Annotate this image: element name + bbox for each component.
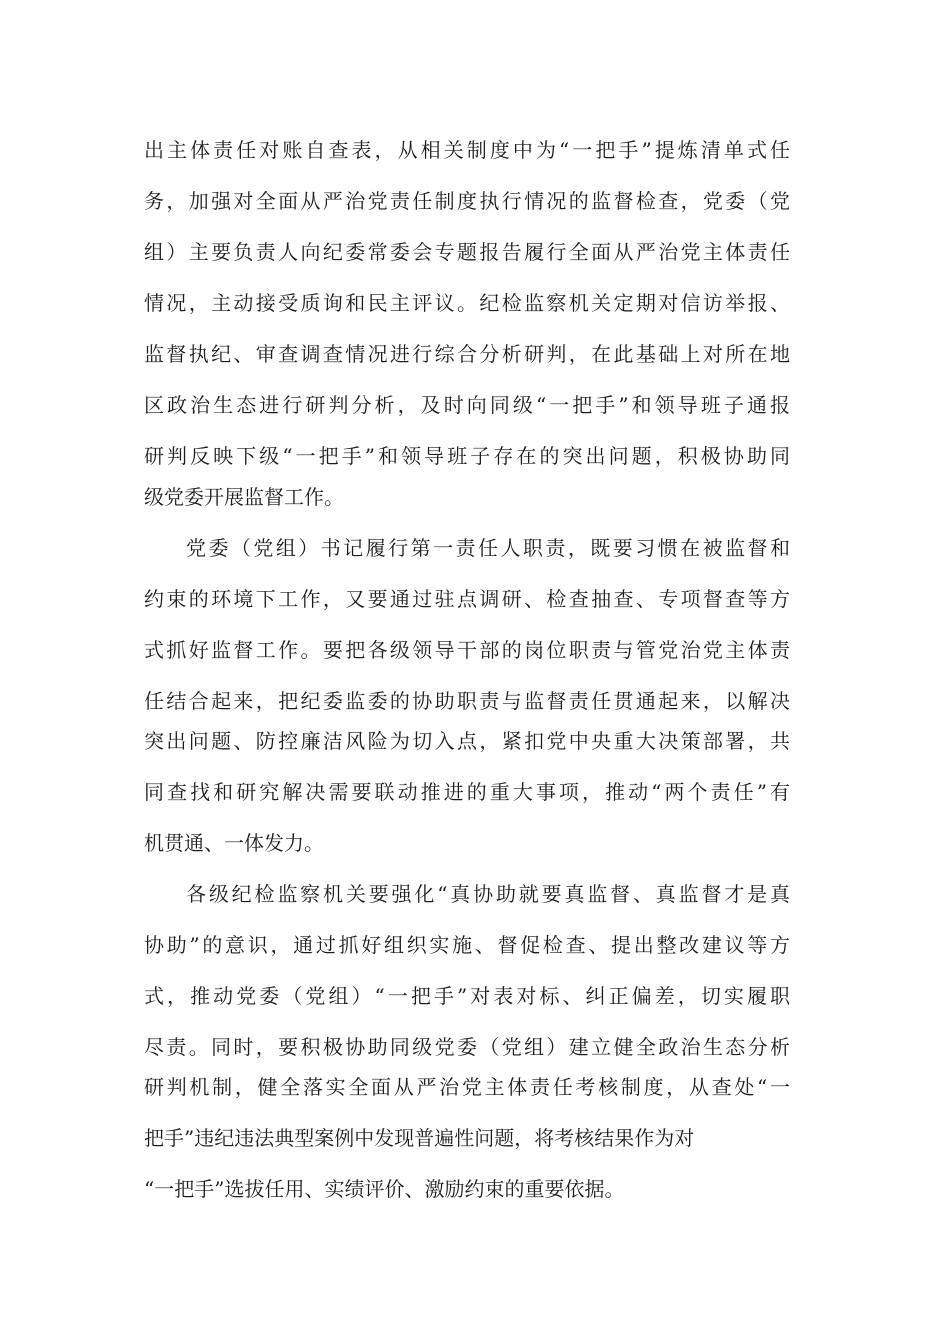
text-line: 出主体责任对账自查表，从相关制度中为“一把手”提炼清单式任 bbox=[144, 138, 790, 162]
text-line: 任结合起来，把纪委监委的协助职责与监督责任贯通起来，以解决 bbox=[144, 689, 790, 713]
text-line: 研判机制，健全落实全面从严治党主体责任考核制度，从查处“一 bbox=[144, 1075, 790, 1099]
text-line: 协助”的意识，通过抓好组织实施、督促检查、提出整改建议等方 bbox=[144, 933, 790, 957]
text-line: 把手”违纪违法典型案例中发现普遍性问题，将考核结果作为对 bbox=[144, 1126, 695, 1150]
text-line: 研判反映下级“一把手”和领导班子存在的突出问题，积极协助同 bbox=[144, 444, 790, 468]
text-line: 同查找和研究解决需要联动推进的重大事项，推动“两个责任”有 bbox=[144, 780, 790, 804]
text-line: 区政治生态进行研判分析，及时向同级“一把手”和领导班子通报 bbox=[144, 393, 790, 417]
text-line: 机贯通、一体发力。 bbox=[144, 831, 324, 855]
text-line: 约束的环境下工作，又要通过驻点调研、检查抽查、专项督查等方 bbox=[144, 587, 790, 611]
text-line: 尽责。同时，要积极协助同级党委（党组）建立健全政治生态分析 bbox=[144, 1035, 790, 1059]
text-line: 式，推动党委（党组）“一把手”对表对标、纠正偏差，切实履职 bbox=[144, 984, 790, 1008]
text-line: 级党委开展监督工作。 bbox=[144, 485, 344, 509]
text-line: 党委（党组）书记履行第一责任人职责，既要习惯在被监督和 bbox=[186, 536, 790, 560]
text-line: 突出问题、防控廉洁风险为切入点，紧扣党中央重大决策部署，共 bbox=[144, 729, 790, 753]
text-line: 组）主要负责人向纪委常委会专题报告履行全面从严治党主体责任 bbox=[144, 240, 790, 264]
text-line: 式抓好监督工作。要把各级领导干部的岗位职责与管党治党主体责 bbox=[144, 638, 790, 662]
text-line: 监督执纪、审查调查情况进行综合分析研判，在此基础上对所在地 bbox=[144, 342, 790, 366]
text-line: “一把手”选拔任用、实绩评价、激励约束的重要依据。 bbox=[144, 1177, 625, 1201]
text-line: 各级纪检监察机关要强化“真协助就要真监督、真监督才是真 bbox=[186, 882, 790, 906]
text-line: 务，加强对全面从严治党责任制度执行情况的监督检查，党委（党 bbox=[144, 189, 790, 213]
text-line: 情况，主动接受质询和民主评议。纪检监察机关定期对信访举报、 bbox=[144, 291, 790, 315]
